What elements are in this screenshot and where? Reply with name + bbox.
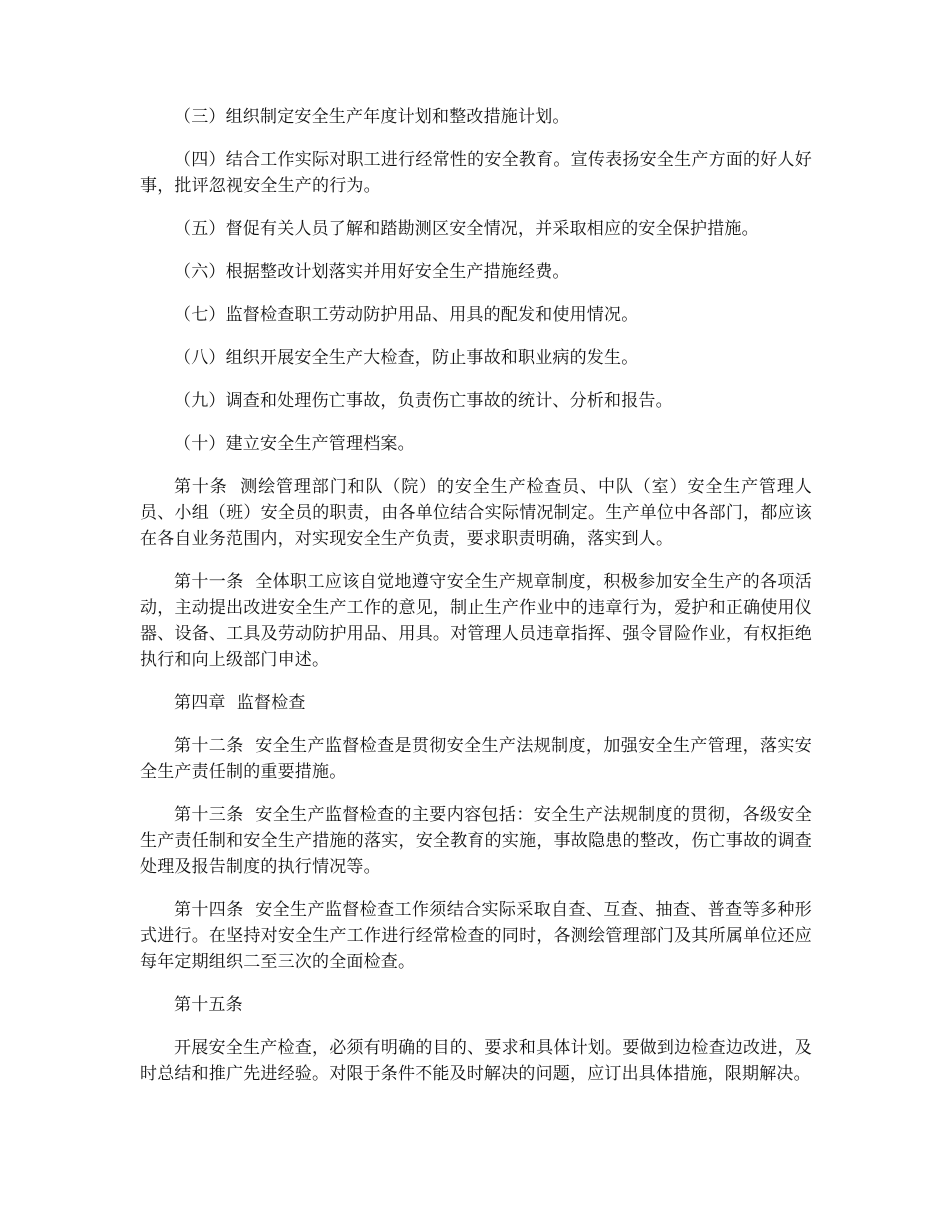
article-15-heading: 第十五条 [174,995,243,1015]
article-12: 第十二条 安全生产监督检查是贯彻安全生产法规制度，加强安全生产管理，落实安全生产责任制的重要措施。 [140,736,812,782]
paragraph-item-9: （九）调查和处理伤亡事故，负责伤亡事故的统计、分析和报告。 [174,391,673,411]
document-page [140,104,812,1104]
paragraph-item-4: （四）结合工作实际对职工进行经常性的安全教育。宣传表扬安全生产方面的好人好事，批评忽视安全生产的行为。 [140,150,812,196]
article-13: 第十三条 安全生产监督检查的主要内容包括：安全生产法规制度的贯彻，各级安全生产责任制和安全生产措施的落实，安全教育的实施，事故隐患的整改，伤亡事故的调查处理及报告制度的执行情况等。 [140,805,812,877]
paragraph-item-7: （七）监督检查职工劳动防护用品、用具的配发和使用情况。 [174,305,639,325]
article-14: 第十四条 安全生产监督检查工作须结合实际采取自查、互查、抽查、普查等多种形式进行。在坚持对安全生产工作进行经常检查的同时，各测绘管理部门及其所属单位还应每年定期组织二至三次的全面检查。 [140,900,812,972]
article-11: 第十一条 全体职工应该自觉地遵守安全生产规章制度，积极参加安全生产的各项活动，主动提出改进安全生产工作的意见，制止生产作业中的违章行为，爱护和正确使用仪器、设备、工具及劳动防护用品、用具。对管理人员违章指挥、强令冒险作业，有权拒绝执行和向上级部门申述。 [140,572,812,670]
paragraph-item-10: （十）建立安全生产管理档案。 [174,434,415,454]
paragraph-item-8: （八）组织开展安全生产大检查，防止事故和职业病的发生。 [174,348,639,368]
paragraph-item-6: （六）根据整改计划落实并用好安全生产措施经费。 [174,262,570,282]
article-15-body: 开展安全生产检查，必须有明确的目的、要求和具体计划。要做到边检查边改进，及时总结和推广先进经验。对限于条件不能及时解决的问题，应订出具体措施，限期解决。 [140,1038,812,1084]
paragraph-item-5: （五）督促有关人员了解和踏勘测区安全情况，并采取相应的安全保护措施。 [174,219,759,239]
paragraph-item-3: （三）组织制定安全生产年度计划和整改措施计划。 [174,107,570,127]
chapter-4-heading: 第四章 监督检查 [174,693,306,713]
article-10: 第十条 测绘管理部门和队（院）的安全生产检查员、中队（室）安全生产管理人员、小组（班）安全员的职责，由各单位结合实际情况制定。生产单位中各部门，都应该在各自业务范围内，对实现安全生产负责，要求职责明确，落实到人。 [140,477,812,549]
